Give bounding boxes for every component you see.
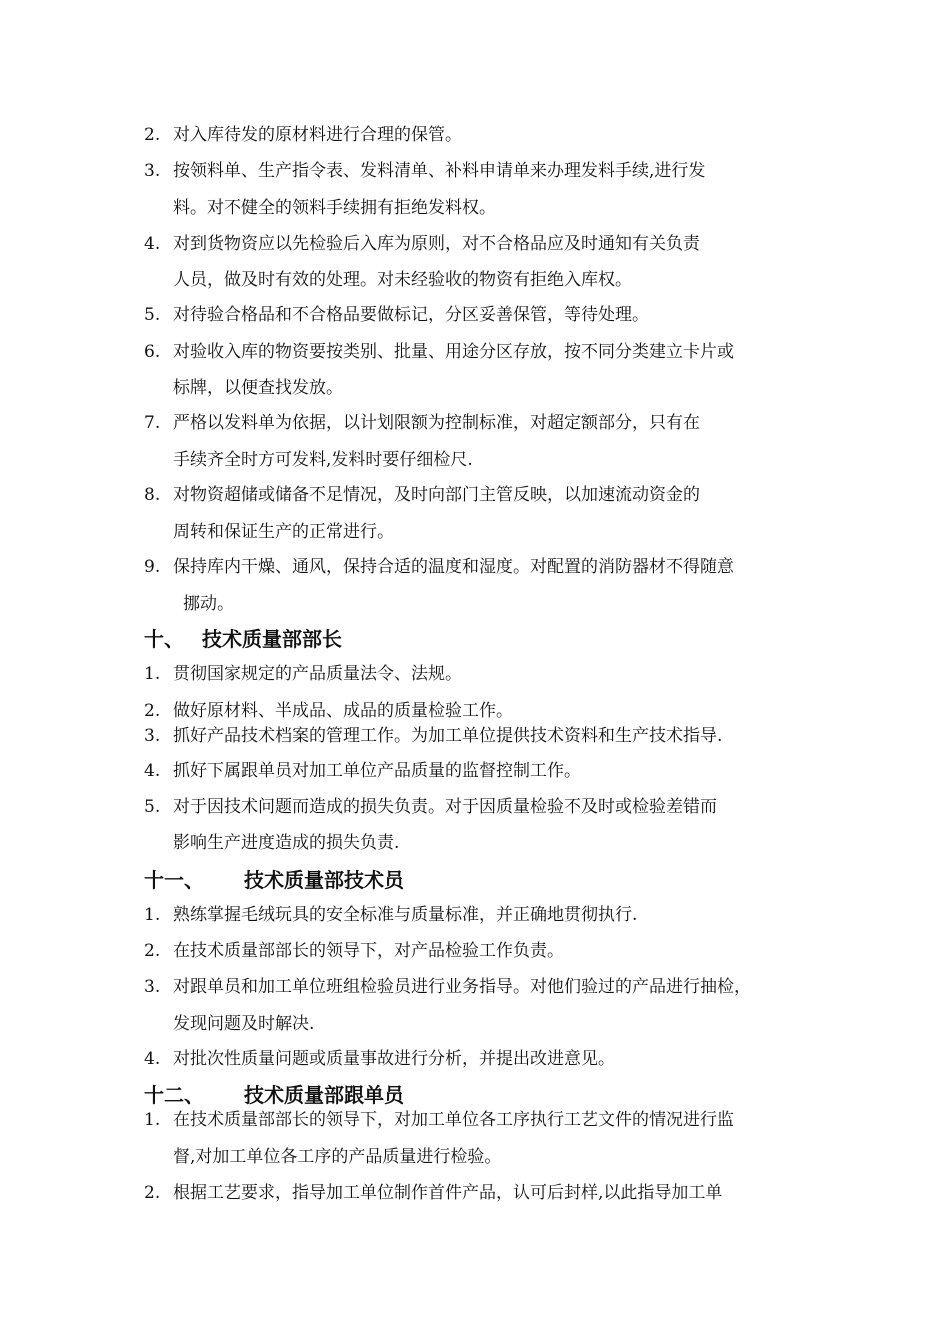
document-page: 2. 对入库待发的原材料进行合理的保管。 3. 按领料单、生产指令表、发料清单、补料申请单来办理发料手续,进行发 料。对不健全的领料手续拥有拒绝发料权。 4. 对到货物资应以先检验后入库为原则，对不合格品应及时通知有关负责 人员，做及时有效的处理。对未经验收的物资有拒绝入库权。 5. 对待验合格品和不合格品要做标记，分区妥善保管，等待处理。 6. 对验收入库的物资要按类别、批量、用途分区存放，按不同分类建立卡片或 标牌，以便查找发放。 7. 严格以发料单为依据，以计划限额为控制标准，对超定额部分，只有在 手续齐全时方可发料,发料时要仔细检尺. 8. 对物资超储或储备不足情况，及时向部门主管反映，以加速流动资金的 周转和保证生产的正常进行。 9. 保持库内干燥、通风，保持合适的温度和湿度。对配置的消防器材不得随意 挪动。 十、 技术质量部部长 1. 贯彻国家规定的产品质量法令、法规。 2. 做好原材料、半成品、成品的质量检验工作。 3. 抓好产品技术档案的管理工作。为加工单位提供技术资料和生产技术指导. 4. 抓好下属跟单员对加工单位产品质量的监督控制工作。 5. 对于因技术问题而造成的损失负责。对于因质量检验不及时或检验差错而 影响生产进度造成的损失负责. 十一、 技术质量部技术员 1. 熟练掌握毛绒玩具的安全标准与质量标准，并正确地贯彻执行. 2. 在技术质量部部长的领导下，对产品检验工作负责。 3. 对跟单员和加工单位班组检验员进行业务指导。对他们验过的产品进行抽检， 发现问题及时解决. 4. 对批次性质量问题或质量事故进行分析，并提出改进意见。 十二、 技术质量部跟单员 1. 在技术质量部部长的领导下，对加工单位各工序执行工艺文件的情况进行监 督,对加工单位各工序的产品质量进行检验。 2. 根据工艺要求，指导加工单位制作首件产品，认可后封样,以此指导加工单 xyxy=(144,125,751,1203)
